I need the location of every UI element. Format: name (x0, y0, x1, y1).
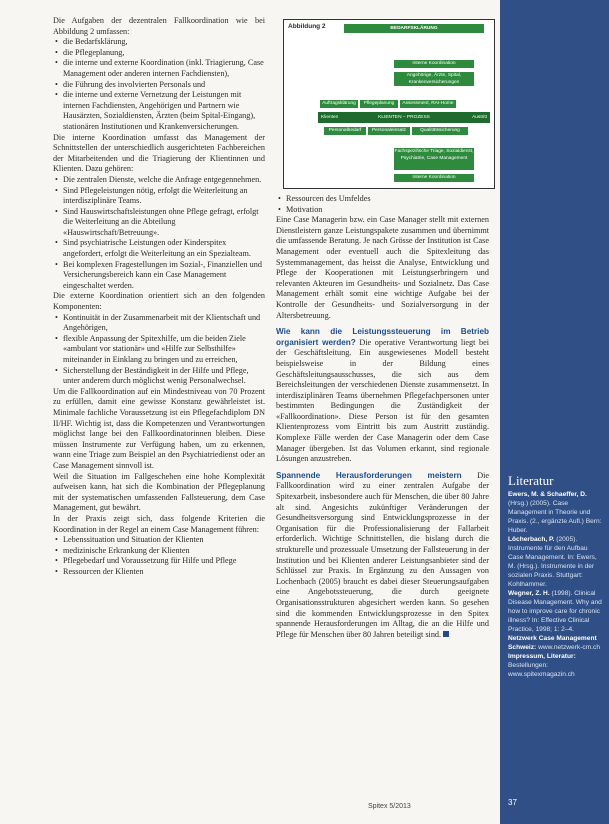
literature-entry (508, 535, 604, 589)
right-column (276, 194, 489, 640)
lit-author: Löcherbach, P. (508, 536, 555, 543)
paragraph: Die operative Verantwortung liegt bei der Geschäftsleitung. Ein ausgewiesenes Modell besteht beispielsweise in der Bildung eines Geschäftsleitungsausschusses, die sich aus dem Bereichsleitungen der verschiedenen Dienste zusammensetzt. In interdisziplinären Teams übernehmen Pflegefachpersonen unter bestimmten Bedingungen die Zuständigkeit der «Fallkoordination». Diese Person ist für den gesamten Klientenprozess vom Eintritt bis zum Austritt zuständig. Komplexe Fälle werden der Case Managerin oder dem Case Manager übergeben. Ist das Volumen erkannt, sind regionale Lösungen anzustreben. (276, 337, 489, 464)
list-item: • die interne und externe Vernetzung der Leistungen mit internen Fachdiensten, Angehörigen und Partnern wie Hausärzten, Sozialdiensten, Ärzten (beim Spital-Eingang), stationären Institutionen und Krankenversicherungen. (63, 90, 265, 132)
task-list (53, 37, 265, 132)
list-item: • Sind Hauswirtschaftsleistungen ohne Pflege gefragt, erfolgt die Weiterleitung an die Abteilung «Hauswirtschaft/Betreuung». (63, 207, 265, 239)
section-heading: Wie kann die Leistungssteuerung im Betrieb organisiert werden? (276, 327, 489, 347)
paragraph: Die externe Koordination orientiert sich an den folgenden Komponenten: (53, 291, 265, 312)
internal-list (53, 175, 265, 292)
list-item: • Motivation (286, 205, 489, 216)
list-item: • flexible Anpassung der Spitexhilfe, um die beiden Ziele «ambulant vor stationär» und «Hilfe zur Selbsthilfe» miteinander in Einklang zu bringen und zu erreichen, (63, 334, 265, 366)
intro: Die Aufgaben der dezentralen Fallkoordination wie bei Abbildung 2 umfassen: (53, 16, 265, 36)
literature-title: Literatur (508, 473, 554, 488)
figure-header: BEDARFSKLÄRUNG (344, 24, 484, 33)
paragraph: Die interne Koordination umfasst das Management der Schnittstellen der unterschiedlich ausgerichteten Fachbereichen der Mitarbeitenden und die Triagierung der Klientinnen und Klienten. Dazu gehören: (53, 132, 265, 174)
lit-author: Wegner, Z. H. (508, 590, 550, 597)
figure-box: Klienten (321, 115, 339, 120)
page-number: 37 (508, 798, 517, 807)
figure-box: Interne Koordination (394, 174, 474, 182)
section-heading: Spannende Herausforderungen meistern (276, 470, 462, 480)
figure-title: Abbildung 2 (288, 23, 326, 30)
figure (283, 19, 495, 189)
lit-text: (2005). Instrumente für den Aufbau Case Management. In: Ewers, M. (Hrsg.). Instrumente in der sozialen Praxis. Stuttgart: Kohlhammer. (508, 536, 597, 588)
list-item: • Kontinuität in der Zusammenarbeit mit der Klientschaft und Angehörigen, (63, 313, 265, 334)
criteria-list-cont (276, 194, 489, 215)
lit-author: Ewers, M. & Schaeffer, D. (508, 491, 587, 498)
paragraph: Um die Fallkoordination auf ein Mindestniveau von 70 Prozent zu erfüllen, damit eine gewisse Konstanz gewährleistet ist. Minimale fachliche Voraussetzung ist ein Pflegefachdiplom DN II/HF. Wichtig ist, dass die Kompetenzen und Verantwortungen möglichst lange bei den Fallkoordinatorinnen bleiben. Diese müssen Instrumente zur Verfügung haben, um zu erkennen, wann eine Triage zum Beispiel an den Psychiatriedienst oder an Case Management sinnvoll ist. (53, 386, 265, 470)
figure-box: Interne Koordination (394, 60, 474, 68)
paragraph: Die Fallkoordination wird zu einer zentralen Aufgabe der Spitexarbeit, insbesondere auch für Menschen, die über 80 Jahre alt sind. Angesichts zukünftiger Veränderungen der Gesundheitsversorgung sind Entwicklungsprozesse in der Organisation für die Professionalisierung der Fallarbeit erforderlich. Wichtige Schnittstellen, die bislang durch die strukturelle und prozessuale Umsetzung der Fallsteuerung in der Institution und bei Klienten anderer Leistungsanbieter sind der Schlüssel zur Praxis. In Ergänzung zu den Aussagen von Lochenbach (2005) braucht es dabei dieser Steuerungsaufgaben eine Angebotssteuerung, die durch geeignete Organisationsstrukturen abgesichert werden kann. So gesehen sind die kommenden Entwicklungsprozesse in den Spitex spannende Herausforderungen im Alltag, die an die Hilfe und Pflege für Menschen über 80 Jahren beteiligt sind. (276, 470, 490, 639)
left-column (53, 16, 265, 577)
paragraph: In der Praxis zeigt sich, dass folgende Kriterien die Koordination in der Regel an einem Case Management führen: (53, 513, 265, 534)
literature-entry (508, 589, 604, 634)
list-item: • Sicherstellung der Beständigkeit in der Hilfe und Pflege, unter anderem durch möglichst wenig Personalwechsel. (63, 366, 265, 387)
list-item: • medizinische Erkrankung der Klienten (63, 546, 265, 557)
list-item: • Bei komplexen Fragestellungen im Sozial-, Finanziellen und Versicherungsbereich kann ein Case Management eingeschaltet werden. (63, 260, 265, 292)
figure-box: Qualitätssicherung (412, 127, 468, 135)
list-item: • die Bedarfsklärung, (63, 37, 265, 48)
end-mark-icon (443, 631, 449, 637)
paragraph: Eine Case Managerin bzw. ein Case Manager stellt mit externen Dienstleistern ganze Leistungspakete zusammen und übernimmt die umfassende Beratung. Je nach Grösse der Institution ist Case Management oder eventuell auch die Spitexleitung das Systemmanagement, das heisst die Analyse, Entwicklung und Pflege der Kooperationen mit Leistungserbringern und relevanten Akteuren im Gesundheits- und Sozialnetz. Das Case Management erhält somit eine wichtige Aufgabe bei der Kontrolle der Gesundheits- und Sozialversorgung in der Altersbetreuung. (276, 215, 489, 320)
lit-author: Netzwerk Case Management Schweiz: (508, 635, 597, 651)
list-item: • Ressourcen der Klienten (63, 567, 265, 578)
paragraph: Weil die Situation im Fallgeschehen eine hohe Komplexität aufweisen kann, hat sich die Kombination der Pflegeplanung mit der systematischen umfassenden Fallsteuerung, dem Case Management, gut bewährt. (53, 471, 265, 513)
figure-process (318, 112, 490, 123)
figure-box: KLIENTEN – PROZESS (378, 115, 430, 120)
figure-box: Angehörige, Ärzte, Spital, Krankenversicherungen (394, 72, 474, 86)
lit-text: Bestellungen: www.spitexmagazin.ch (508, 662, 575, 678)
figure-box: Austritt (472, 115, 487, 120)
list-item: • die Führung des involvierten Personals und (63, 80, 265, 91)
figure-box: Assessment, RAI-Home (400, 100, 456, 108)
literature-entry (508, 652, 604, 679)
figure-box: Fachspezifische Triage, Sozialdienst, Psychiatrie, Case Management (394, 148, 474, 170)
sidebar (500, 0, 609, 824)
list-item: • die Pflegeplanung, (63, 48, 265, 59)
list-item: • die interne und externe Koordination (inkl. Triagierung, Case Management oder anderen internen Fachdiensten), (63, 58, 265, 79)
figure-box: Auftragsklärung (320, 100, 358, 108)
list-item: • Die zentralen Dienste, welche die Anfrage entgegennehmen. (63, 175, 265, 186)
lit-text: (Hrsg.) (2005). Case Management in Theorie und Praxis. (2., ergänzte Aufl.) Bern: Huber. (508, 500, 602, 534)
list-item: • Ressourcen des Umfeldes (286, 194, 489, 205)
list-item: • Sind psychiatrische Leistungen oder Kinderspitex angefordert, erfolgt die Weiterleitung an ein Spezialteam. (63, 238, 265, 259)
literature-list (508, 490, 604, 679)
literature-entry (508, 634, 604, 652)
list-item: • Lebenssituation und Situation der Klienten (63, 535, 265, 546)
list-item: • Sind Pflegeleistungen nötig, erfolgt die Weiterleitung an interdisziplinäre Teams. (63, 186, 265, 207)
lit-text: www.netzwerk-cm.ch (538, 644, 600, 651)
figure-box: Pflegeplanung (360, 100, 398, 108)
figure-box: Personaleinsatz (368, 127, 410, 135)
lit-author: Impressum, Literatur: (508, 653, 576, 660)
footer: Spitex 5/2013 (368, 803, 411, 810)
criteria-list (53, 535, 265, 577)
literature-entry (508, 490, 604, 535)
figure-box: Personalbedarf (324, 127, 366, 135)
list-item: • Pflegebedarf und Voraussetzung für Hilfe und Pflege (63, 556, 265, 567)
lit-text: (1998). Clinical Disease Management. Why and how to improve care for chronic illness? In: Effective Clinical Practice, 1998; 1: 2–4. (508, 590, 602, 633)
external-list (53, 313, 265, 387)
